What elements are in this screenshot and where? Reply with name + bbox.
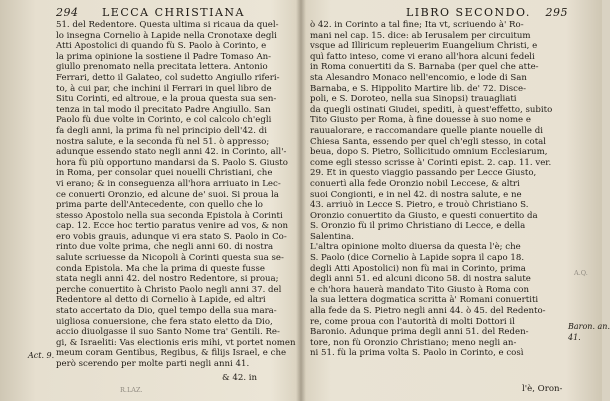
text-line: giullo prenomato nella precitata lettera. Antonio <box>56 62 268 73</box>
text-line: e ch'hora hauerà mandato Tito Giusto à Roma con <box>310 284 530 295</box>
text-line: S. Oronzio fù il primo Christiano di Lecce, e della <box>310 221 526 232</box>
text-line: la prima opinione la sostiene il Padre Tomaso An- <box>56 51 272 62</box>
right-margin-note-2: 41. <box>568 333 581 342</box>
text-line: beua, dopo S. Pietro, Sollicitudo omnium Ecclesiarum, <box>310 147 548 158</box>
text-line: Baronio. Adunque prima degli anni 51. del Reden- <box>310 327 529 338</box>
right-page <box>302 0 610 401</box>
text-line: 43. arriuò in Lecce S. Pietro, e trouò Christiano S. <box>310 200 529 211</box>
left-margin-note: Act. 9. <box>28 351 55 360</box>
text-line: S. Paolo (dice Cornelio à Lapide sopra il capo 18. <box>310 253 525 264</box>
text-line: sta Alesandro Monaco nell'encomio, e lode di San <box>310 72 527 83</box>
text-line: Ferrari, detto il Galateo, col sudetto Angiullo riferi- <box>56 72 280 83</box>
text-line: Chiesa Santa, essendo per quel ch'egli stesso, in cotal <box>310 136 547 147</box>
text-line: Barnaba, e S. Hippolito Martire lib. de' 72. Disce- <box>310 83 526 94</box>
text-line: ò 42. in Corinto a tal fine; Ita vt, scriuendo à' Ro- <box>310 20 524 30</box>
text-line: tenza in tal modo il precitato Padre Angiullo. San <box>56 104 271 115</box>
text-line: tore, non fù Oronzio Christiano; meno negli an- <box>310 337 517 348</box>
text-line: 29. Et in questo viaggio passando per Lecce Giusto, <box>310 168 537 179</box>
text-line: vi erano; & in conseguenza all'hora arriuato in Lec- <box>56 178 281 189</box>
right-catchword: l'è, Oron- <box>522 384 563 394</box>
text-line: Tito Giusto per Roma, à fine douesse à suo nome e <box>310 115 531 126</box>
text-line: conuertì alla fede Oronzio nobil Leccese, & altri <box>310 178 520 189</box>
left-library-stamp: R.LAZ. <box>120 386 143 394</box>
text-line: stata negli anni 42. del nostro Redentore, si proua; <box>56 274 279 285</box>
text-line: conda Epistola. Ma che la prima di queste fusse <box>56 263 265 274</box>
text-line: in Roma, per consolar quei nouelli Christiani, che <box>56 168 273 179</box>
text-line: prima parte dell'Antecedente, con quello che lo <box>56 200 263 211</box>
text-line: Oronzio conuertito da Giusto, e questi conuertito da <box>310 210 538 221</box>
text-line: mani nel cap. 15. dice: ab Ierusalem per circuitum <box>310 30 531 41</box>
text-line: hora fù più opportuno mandarsi da S. Paolo S. Giusto <box>56 157 288 168</box>
text-line: lo insegna Cornelio à Lapide nella Cronotaxe degli <box>56 30 277 41</box>
text-line: poli, e S. Doroteo, nella sua Sinopsi) trauagliati <box>310 94 517 105</box>
right-library-stamp: A.Q. <box>574 269 588 277</box>
text-line: to, à cui par, che inchini il Ferrari in quel libro de <box>56 83 272 94</box>
text-line: stato accertato da Dio, quel tempo della sua mara- <box>56 306 277 317</box>
text-line: gi, & Israeliti: Vas electionis eris mihi, vt portet nomen <box>56 337 296 348</box>
text-line: uigliosa conuersione, che fera stato eletto da Dio, <box>56 316 273 327</box>
text-line: Salentina. <box>310 231 354 242</box>
text-line: salute scriuesse da Nicopoli à Corinti questa sua se- <box>56 253 284 264</box>
left-page-number: 294 <box>56 6 79 19</box>
text-line: nostra salute, e la seconda fù nel 51. ò appresso; <box>56 136 270 147</box>
text-line: quì fatto inteso, come vi erano all'hora alcuni fedeli <box>310 51 535 62</box>
text-line: ni 51. fù la prima volta S. Paolo in Corinto, e così <box>310 348 524 359</box>
text-line: perche conuertito à Christo Paolo negli anni 37. del <box>56 284 282 295</box>
right-running-title: LIBRO SECONDO. <box>406 6 531 19</box>
left-catchword: & 42. in <box>222 373 258 383</box>
text-line: da quegli ostinati Giudei, spediti, à quest'effetto, subito <box>310 104 553 115</box>
left-running-head <box>56 6 286 20</box>
text-line: 51. del Redentore. Questa ultima si ricaua da quel- <box>56 20 279 30</box>
text-line: alla fede da S. Pietro negli anni 44. ò 45. del Redento- <box>310 306 546 317</box>
right-running-head <box>338 6 568 20</box>
text-line: accio diuolgasse il suo Santo Nome tra' Gentili. Re- <box>56 327 280 338</box>
text-line: vsque ad Illiricum repleuerim Euangelium Christi, e <box>310 41 538 52</box>
text-line: ce conuerti Oronzio, ed alcune de' suoi. Si proua la <box>56 189 279 200</box>
text-line: la sua lettera dogmatica scritta à' Romani conuertiti <box>310 295 539 306</box>
text-line: suoi Congionti, e in nel 42. di nostra salute, e ne <box>310 189 522 200</box>
text-line: adunque essendo stato negli anni 42. in Corinto, all'- <box>56 147 287 158</box>
left-page <box>0 0 300 401</box>
text-line: Situ Corinti, ed altroue, e la proua questa sua sen- <box>56 94 277 105</box>
text-line: degli anni 51. ed alcuni dicono 58. di nostra salute <box>310 274 531 285</box>
text-line: in Roma conuertiti da S. Barnaba (per quel che atte- <box>310 62 539 73</box>
text-line: meum coram Gentibus, Regibus, & filijs Israel, e che <box>56 348 287 359</box>
text-line: re, come proua con l'autorità di molti Dottori il <box>310 316 515 327</box>
text-line: rinto due volte prima, che negli anni 60. di nostra <box>56 242 274 253</box>
text-line: degli Atti Apostolici) non fù mai in Corinto, prima <box>310 263 526 274</box>
text-line: rauualorare, e raccomandare quelle piante nouelle di <box>310 125 543 136</box>
left-body-text <box>56 20 296 370</box>
right-margin-note-1: Baron. an. <box>568 322 610 331</box>
text-line: però scerendo per molte parti negli anni 41. <box>56 359 250 369</box>
right-page-number: 295 <box>545 6 568 19</box>
text-line: Redentore al detto di Cornelio à Lapide, ed altri <box>56 295 266 306</box>
text-line: ero vobis grauis, adunque vi era stato S. Paolo in Co- <box>56 231 287 242</box>
text-line: cap. 12. Ecce hoc tertio paratus venire ad vos, & non <box>56 221 289 232</box>
text-line: Atti Apostolici di quando fù S. Paolo à Corinto, e <box>56 41 267 52</box>
text-line: stesso Apostolo nella sua seconda Epistola à Corinti <box>56 210 283 221</box>
text-line: Paolo fù due volte in Corinto, e col calcolo ch'egli <box>56 115 272 126</box>
text-line: come egli stesso scrisse à' Corinti epist. 2. cap. 11. ver. <box>310 157 552 168</box>
right-body-text <box>310 20 560 359</box>
text-line: L'altra opinione molto diuersa da questa l'è; che <box>310 242 521 253</box>
text-line: fa degli anni, la prima fù nel principio dell'42. di <box>56 125 267 136</box>
left-running-title: LECCA CHRISTIANA <box>102 6 245 19</box>
